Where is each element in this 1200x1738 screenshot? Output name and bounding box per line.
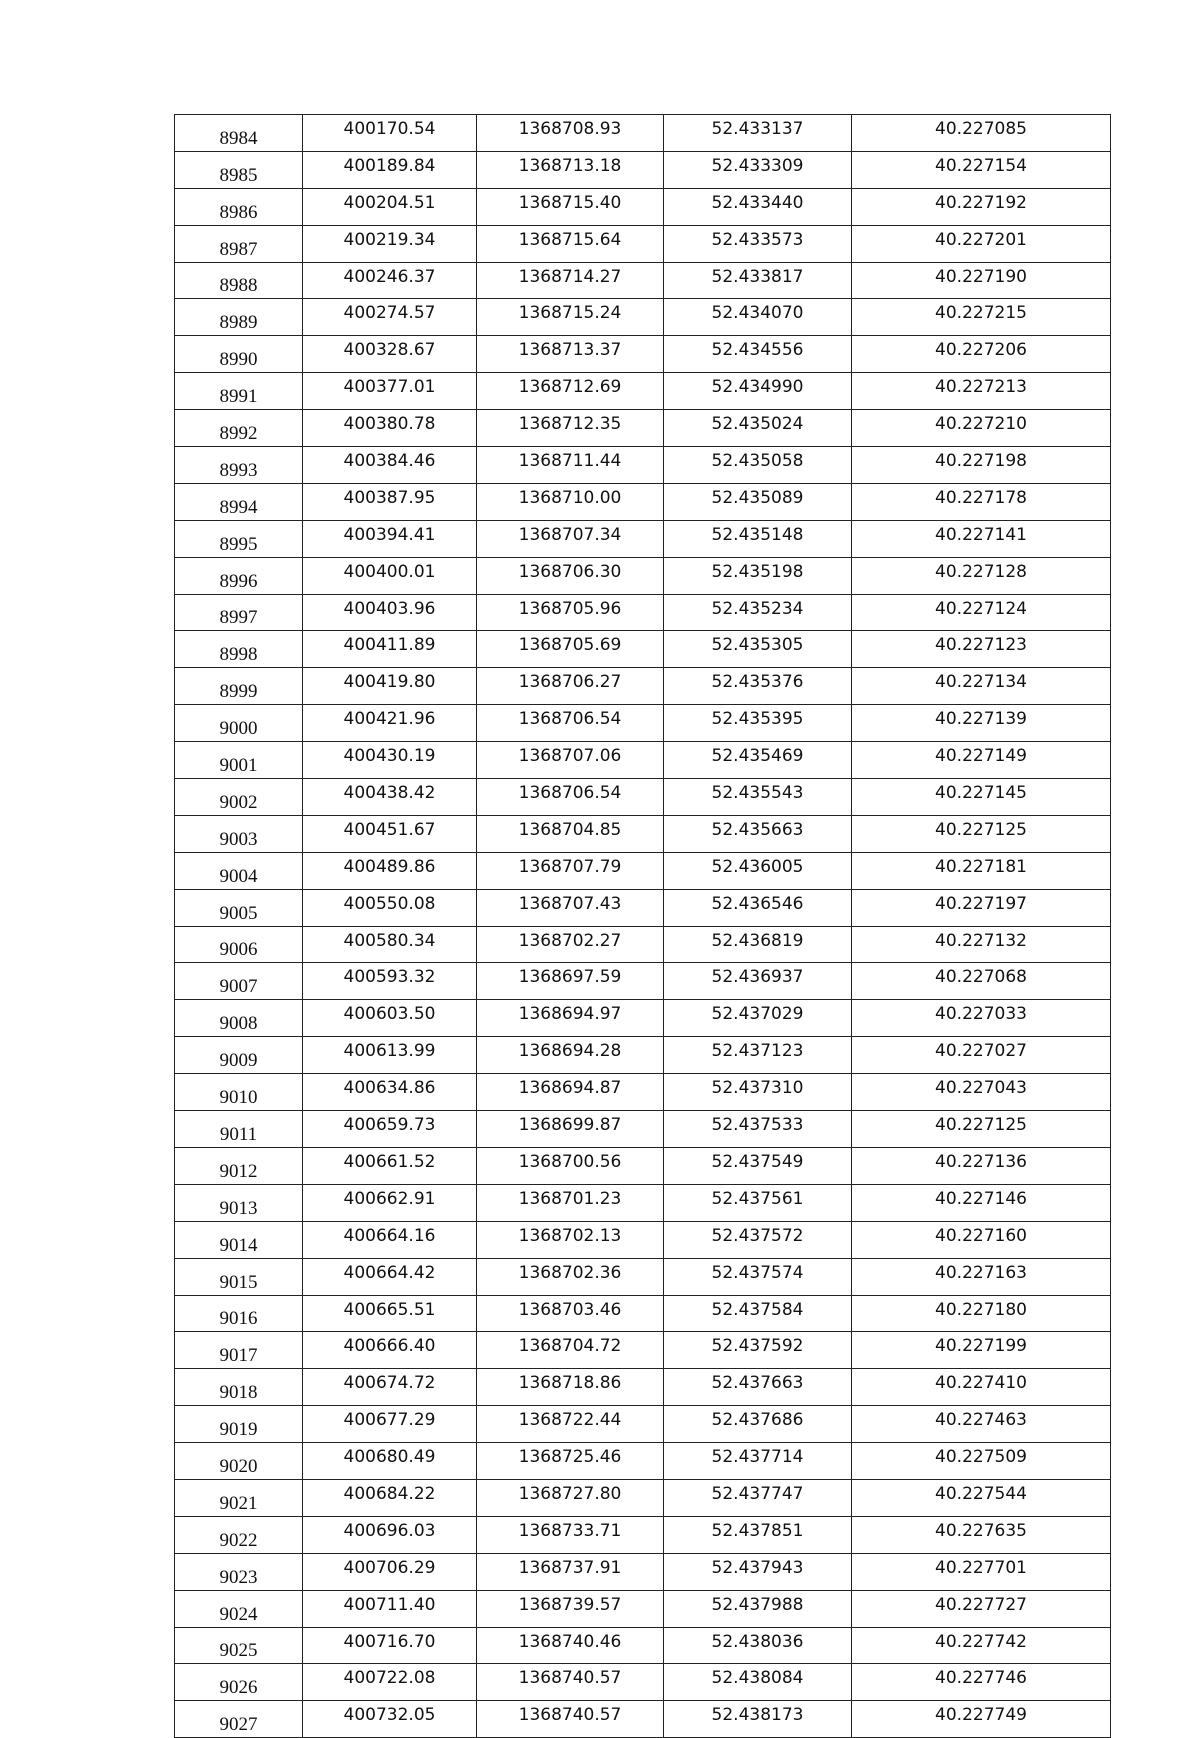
x-coordinate-cell: 400403.96 <box>303 594 477 631</box>
y-coordinate-cell: 1368704.72 <box>477 1332 664 1369</box>
table-row <box>175 520 1111 557</box>
latitude-cell: 40.227154 <box>852 151 1111 188</box>
table-row <box>175 963 1111 1000</box>
x-coordinate-cell: 400659.73 <box>303 1111 477 1148</box>
table-row <box>175 336 1111 373</box>
x-coordinate-cell: 400430.19 <box>303 742 477 779</box>
longitude-cell: 52.435376 <box>664 668 852 705</box>
latitude-cell: 40.227160 <box>852 1221 1111 1258</box>
y-coordinate-cell: 1368711.44 <box>477 447 664 484</box>
table-row <box>175 1553 1111 1590</box>
table-row <box>175 115 1111 152</box>
latitude-cell: 40.227149 <box>852 742 1111 779</box>
table-row <box>175 262 1111 299</box>
longitude-cell: 52.437663 <box>664 1369 852 1406</box>
point-number-cell: 8988 <box>175 262 303 299</box>
latitude-cell: 40.227123 <box>852 631 1111 668</box>
latitude-cell: 40.227033 <box>852 1000 1111 1037</box>
y-coordinate-cell: 1368706.30 <box>477 557 664 594</box>
longitude-cell: 52.435395 <box>664 705 852 742</box>
table-row <box>175 1443 1111 1480</box>
latitude-cell: 40.227509 <box>852 1443 1111 1480</box>
y-coordinate-cell: 1368715.40 <box>477 188 664 225</box>
longitude-cell: 52.435543 <box>664 779 852 816</box>
y-coordinate-cell: 1368707.43 <box>477 889 664 926</box>
point-number-cell: 9023 <box>175 1553 303 1590</box>
x-coordinate-cell: 400677.29 <box>303 1406 477 1443</box>
table-row <box>175 299 1111 336</box>
table-row <box>175 815 1111 852</box>
table-row <box>175 779 1111 816</box>
longitude-cell: 52.437943 <box>664 1553 852 1590</box>
latitude-cell: 40.227124 <box>852 594 1111 631</box>
y-coordinate-cell: 1368740.57 <box>477 1701 664 1738</box>
latitude-cell: 40.227727 <box>852 1590 1111 1627</box>
point-number-cell: 8994 <box>175 483 303 520</box>
longitude-cell: 52.438036 <box>664 1627 852 1664</box>
latitude-cell: 40.227201 <box>852 225 1111 262</box>
longitude-cell: 52.435058 <box>664 447 852 484</box>
longitude-cell: 52.437714 <box>664 1443 852 1480</box>
longitude-cell: 52.437123 <box>664 1037 852 1074</box>
x-coordinate-cell: 400613.99 <box>303 1037 477 1074</box>
y-coordinate-cell: 1368713.18 <box>477 151 664 188</box>
latitude-cell: 40.227192 <box>852 188 1111 225</box>
latitude-cell: 40.227136 <box>852 1147 1111 1184</box>
y-coordinate-cell: 1368705.69 <box>477 631 664 668</box>
y-coordinate-cell: 1368702.27 <box>477 926 664 963</box>
point-number-cell: 9014 <box>175 1221 303 1258</box>
point-number-cell: 8986 <box>175 188 303 225</box>
latitude-cell: 40.227210 <box>852 410 1111 447</box>
point-number-cell: 9015 <box>175 1258 303 1295</box>
longitude-cell: 52.434070 <box>664 299 852 336</box>
latitude-cell: 40.227198 <box>852 447 1111 484</box>
table-row <box>175 151 1111 188</box>
latitude-cell: 40.227125 <box>852 815 1111 852</box>
point-number-cell: 8995 <box>175 520 303 557</box>
point-number-cell: 8984 <box>175 115 303 152</box>
longitude-cell: 52.436819 <box>664 926 852 963</box>
latitude-cell: 40.227180 <box>852 1295 1111 1332</box>
y-coordinate-cell: 1368702.13 <box>477 1221 664 1258</box>
x-coordinate-cell: 400593.32 <box>303 963 477 1000</box>
table-row <box>175 225 1111 262</box>
longitude-cell: 52.437592 <box>664 1332 852 1369</box>
y-coordinate-cell: 1368697.59 <box>477 963 664 1000</box>
longitude-cell: 52.437549 <box>664 1147 852 1184</box>
point-number-cell: 9005 <box>175 889 303 926</box>
longitude-cell: 52.433137 <box>664 115 852 152</box>
longitude-cell: 52.435469 <box>664 742 852 779</box>
x-coordinate-cell: 400722.08 <box>303 1664 477 1701</box>
latitude-cell: 40.227635 <box>852 1516 1111 1553</box>
table-row <box>175 594 1111 631</box>
x-coordinate-cell: 400664.42 <box>303 1258 477 1295</box>
y-coordinate-cell: 1368699.87 <box>477 1111 664 1148</box>
latitude-cell: 40.227027 <box>852 1037 1111 1074</box>
table-row <box>175 1074 1111 1111</box>
point-number-cell: 9001 <box>175 742 303 779</box>
longitude-cell: 52.437310 <box>664 1074 852 1111</box>
latitude-cell: 40.227145 <box>852 779 1111 816</box>
point-number-cell: 9008 <box>175 1000 303 1037</box>
y-coordinate-cell: 1368722.44 <box>477 1406 664 1443</box>
table-row <box>175 373 1111 410</box>
latitude-cell: 40.227178 <box>852 483 1111 520</box>
x-coordinate-cell: 400634.86 <box>303 1074 477 1111</box>
table-row <box>175 742 1111 779</box>
x-coordinate-cell: 400328.67 <box>303 336 477 373</box>
y-coordinate-cell: 1368710.00 <box>477 483 664 520</box>
y-coordinate-cell: 1368694.28 <box>477 1037 664 1074</box>
point-number-cell: 9019 <box>175 1406 303 1443</box>
y-coordinate-cell: 1368733.71 <box>477 1516 664 1553</box>
table-row <box>175 1111 1111 1148</box>
longitude-cell: 52.433309 <box>664 151 852 188</box>
x-coordinate-cell: 400662.91 <box>303 1184 477 1221</box>
latitude-cell: 40.227146 <box>852 1184 1111 1221</box>
point-number-cell: 9010 <box>175 1074 303 1111</box>
table-row <box>175 1406 1111 1443</box>
point-number-cell: 9024 <box>175 1590 303 1627</box>
y-coordinate-cell: 1368713.37 <box>477 336 664 373</box>
y-coordinate-cell: 1368707.79 <box>477 852 664 889</box>
table-row <box>175 1369 1111 1406</box>
x-coordinate-cell: 400189.84 <box>303 151 477 188</box>
y-coordinate-cell: 1368707.34 <box>477 520 664 557</box>
table-row <box>175 631 1111 668</box>
y-coordinate-cell: 1368708.93 <box>477 115 664 152</box>
latitude-cell: 40.227181 <box>852 852 1111 889</box>
x-coordinate-cell: 400384.46 <box>303 447 477 484</box>
y-coordinate-cell: 1368694.87 <box>477 1074 664 1111</box>
x-coordinate-cell: 400665.51 <box>303 1295 477 1332</box>
x-coordinate-cell: 400400.01 <box>303 557 477 594</box>
point-number-cell: 8996 <box>175 557 303 594</box>
y-coordinate-cell: 1368715.64 <box>477 225 664 262</box>
latitude-cell: 40.227043 <box>852 1074 1111 1111</box>
longitude-cell: 52.434990 <box>664 373 852 410</box>
y-coordinate-cell: 1368725.46 <box>477 1443 664 1480</box>
point-number-cell: 9025 <box>175 1627 303 1664</box>
y-coordinate-cell: 1368704.85 <box>477 815 664 852</box>
longitude-cell: 52.437561 <box>664 1184 852 1221</box>
table-row <box>175 188 1111 225</box>
x-coordinate-cell: 400666.40 <box>303 1332 477 1369</box>
latitude-cell: 40.227139 <box>852 705 1111 742</box>
x-coordinate-cell: 400674.72 <box>303 1369 477 1406</box>
y-coordinate-cell: 1368706.54 <box>477 705 664 742</box>
longitude-cell: 52.437029 <box>664 1000 852 1037</box>
latitude-cell: 40.227128 <box>852 557 1111 594</box>
y-coordinate-cell: 1368727.80 <box>477 1479 664 1516</box>
x-coordinate-cell: 400603.50 <box>303 1000 477 1037</box>
y-coordinate-cell: 1368737.91 <box>477 1553 664 1590</box>
point-number-cell: 8992 <box>175 410 303 447</box>
point-number-cell: 9006 <box>175 926 303 963</box>
longitude-cell: 52.437584 <box>664 1295 852 1332</box>
point-number-cell: 9027 <box>175 1701 303 1738</box>
point-number-cell: 8997 <box>175 594 303 631</box>
latitude-cell: 40.227544 <box>852 1479 1111 1516</box>
point-number-cell: 9004 <box>175 852 303 889</box>
point-number-cell: 9020 <box>175 1443 303 1480</box>
y-coordinate-cell: 1368718.86 <box>477 1369 664 1406</box>
x-coordinate-cell: 400380.78 <box>303 410 477 447</box>
longitude-cell: 52.433817 <box>664 262 852 299</box>
table-row <box>175 483 1111 520</box>
y-coordinate-cell: 1368706.27 <box>477 668 664 705</box>
table-row <box>175 705 1111 742</box>
x-coordinate-cell: 400550.08 <box>303 889 477 926</box>
x-coordinate-cell: 400394.41 <box>303 520 477 557</box>
point-number-cell: 9026 <box>175 1664 303 1701</box>
x-coordinate-cell: 400661.52 <box>303 1147 477 1184</box>
longitude-cell: 52.435089 <box>664 483 852 520</box>
table-row <box>175 1590 1111 1627</box>
table-row <box>175 447 1111 484</box>
latitude-cell: 40.227215 <box>852 299 1111 336</box>
latitude-cell: 40.227141 <box>852 520 1111 557</box>
y-coordinate-cell: 1368740.46 <box>477 1627 664 1664</box>
latitude-cell: 40.227463 <box>852 1406 1111 1443</box>
y-coordinate-cell: 1368702.36 <box>477 1258 664 1295</box>
x-coordinate-cell: 400580.34 <box>303 926 477 963</box>
longitude-cell: 52.438084 <box>664 1664 852 1701</box>
point-number-cell: 9007 <box>175 963 303 1000</box>
y-coordinate-cell: 1368712.69 <box>477 373 664 410</box>
x-coordinate-cell: 400696.03 <box>303 1516 477 1553</box>
longitude-cell: 52.435024 <box>664 410 852 447</box>
latitude-cell: 40.227213 <box>852 373 1111 410</box>
latitude-cell: 40.227132 <box>852 926 1111 963</box>
y-coordinate-cell: 1368701.23 <box>477 1184 664 1221</box>
latitude-cell: 40.227197 <box>852 889 1111 926</box>
x-coordinate-cell: 400219.34 <box>303 225 477 262</box>
longitude-cell: 52.435234 <box>664 594 852 631</box>
longitude-cell: 52.436005 <box>664 852 852 889</box>
table-row <box>175 1332 1111 1369</box>
point-number-cell: 9012 <box>175 1147 303 1184</box>
table-row <box>175 1479 1111 1516</box>
x-coordinate-cell: 400274.57 <box>303 299 477 336</box>
latitude-cell: 40.227134 <box>852 668 1111 705</box>
latitude-cell: 40.227742 <box>852 1627 1111 1664</box>
point-number-cell: 9021 <box>175 1479 303 1516</box>
x-coordinate-cell: 400706.29 <box>303 1553 477 1590</box>
longitude-cell: 52.437533 <box>664 1111 852 1148</box>
point-number-cell: 9009 <box>175 1037 303 1074</box>
table-row <box>175 1000 1111 1037</box>
point-number-cell: 8987 <box>175 225 303 262</box>
table-row <box>175 410 1111 447</box>
y-coordinate-cell: 1368714.27 <box>477 262 664 299</box>
point-number-cell: 8985 <box>175 151 303 188</box>
table-row <box>175 1258 1111 1295</box>
longitude-cell: 52.438173 <box>664 1701 852 1738</box>
coordinates-table-body <box>175 115 1111 1738</box>
longitude-cell: 52.437574 <box>664 1258 852 1295</box>
latitude-cell: 40.227199 <box>852 1332 1111 1369</box>
longitude-cell: 52.433440 <box>664 188 852 225</box>
x-coordinate-cell: 400664.16 <box>303 1221 477 1258</box>
table-row <box>175 1147 1111 1184</box>
latitude-cell: 40.227068 <box>852 963 1111 1000</box>
table-row <box>175 668 1111 705</box>
point-number-cell: 8993 <box>175 447 303 484</box>
point-number-cell: 8989 <box>175 299 303 336</box>
x-coordinate-cell: 400170.54 <box>303 115 477 152</box>
table-row <box>175 889 1111 926</box>
longitude-cell: 52.437572 <box>664 1221 852 1258</box>
x-coordinate-cell: 400421.96 <box>303 705 477 742</box>
y-coordinate-cell: 1368739.57 <box>477 1590 664 1627</box>
y-coordinate-cell: 1368715.24 <box>477 299 664 336</box>
x-coordinate-cell: 400419.80 <box>303 668 477 705</box>
longitude-cell: 52.434556 <box>664 336 852 373</box>
latitude-cell: 40.227190 <box>852 262 1111 299</box>
point-number-cell: 9018 <box>175 1369 303 1406</box>
latitude-cell: 40.227701 <box>852 1553 1111 1590</box>
point-number-cell: 8999 <box>175 668 303 705</box>
x-coordinate-cell: 400387.95 <box>303 483 477 520</box>
longitude-cell: 52.435148 <box>664 520 852 557</box>
table-row <box>175 852 1111 889</box>
y-coordinate-cell: 1368700.56 <box>477 1147 664 1184</box>
longitude-cell: 52.435198 <box>664 557 852 594</box>
point-number-cell: 8998 <box>175 631 303 668</box>
longitude-cell: 52.433573 <box>664 225 852 262</box>
x-coordinate-cell: 400711.40 <box>303 1590 477 1627</box>
table-row <box>175 557 1111 594</box>
latitude-cell: 40.227163 <box>852 1258 1111 1295</box>
y-coordinate-cell: 1368712.35 <box>477 410 664 447</box>
point-number-cell: 9016 <box>175 1295 303 1332</box>
longitude-cell: 52.436546 <box>664 889 852 926</box>
latitude-cell: 40.227206 <box>852 336 1111 373</box>
latitude-cell: 40.227410 <box>852 1369 1111 1406</box>
x-coordinate-cell: 400680.49 <box>303 1443 477 1480</box>
x-coordinate-cell: 400489.86 <box>303 852 477 889</box>
point-number-cell: 9022 <box>175 1516 303 1553</box>
point-number-cell: 9002 <box>175 779 303 816</box>
latitude-cell: 40.227749 <box>852 1701 1111 1738</box>
x-coordinate-cell: 400438.42 <box>303 779 477 816</box>
table-row <box>175 1037 1111 1074</box>
table-row <box>175 1221 1111 1258</box>
longitude-cell: 52.437747 <box>664 1479 852 1516</box>
y-coordinate-cell: 1368705.96 <box>477 594 664 631</box>
table-row <box>175 1627 1111 1664</box>
x-coordinate-cell: 400377.01 <box>303 373 477 410</box>
y-coordinate-cell: 1368694.97 <box>477 1000 664 1037</box>
x-coordinate-cell: 400451.67 <box>303 815 477 852</box>
y-coordinate-cell: 1368703.46 <box>477 1295 664 1332</box>
table-row <box>175 1701 1111 1738</box>
table-row <box>175 1664 1111 1701</box>
y-coordinate-cell: 1368740.57 <box>477 1664 664 1701</box>
point-number-cell: 9011 <box>175 1111 303 1148</box>
longitude-cell: 52.435305 <box>664 631 852 668</box>
point-number-cell: 9017 <box>175 1332 303 1369</box>
point-number-cell: 9013 <box>175 1184 303 1221</box>
y-coordinate-cell: 1368706.54 <box>477 779 664 816</box>
longitude-cell: 52.437988 <box>664 1590 852 1627</box>
table-row <box>175 1295 1111 1332</box>
longitude-cell: 52.436937 <box>664 963 852 1000</box>
latitude-cell: 40.227085 <box>852 115 1111 152</box>
table-row <box>175 926 1111 963</box>
x-coordinate-cell: 400204.51 <box>303 188 477 225</box>
x-coordinate-cell: 400732.05 <box>303 1701 477 1738</box>
longitude-cell: 52.437686 <box>664 1406 852 1443</box>
latitude-cell: 40.227746 <box>852 1664 1111 1701</box>
x-coordinate-cell: 400246.37 <box>303 262 477 299</box>
x-coordinate-cell: 400411.89 <box>303 631 477 668</box>
latitude-cell: 40.227125 <box>852 1111 1111 1148</box>
x-coordinate-cell: 400684.22 <box>303 1479 477 1516</box>
table-row <box>175 1184 1111 1221</box>
coordinates-table <box>174 114 1111 1738</box>
point-number-cell: 8990 <box>175 336 303 373</box>
point-number-cell: 9000 <box>175 705 303 742</box>
longitude-cell: 52.435663 <box>664 815 852 852</box>
longitude-cell: 52.437851 <box>664 1516 852 1553</box>
point-number-cell: 8991 <box>175 373 303 410</box>
table-row <box>175 1516 1111 1553</box>
y-coordinate-cell: 1368707.06 <box>477 742 664 779</box>
x-coordinate-cell: 400716.70 <box>303 1627 477 1664</box>
point-number-cell: 9003 <box>175 815 303 852</box>
